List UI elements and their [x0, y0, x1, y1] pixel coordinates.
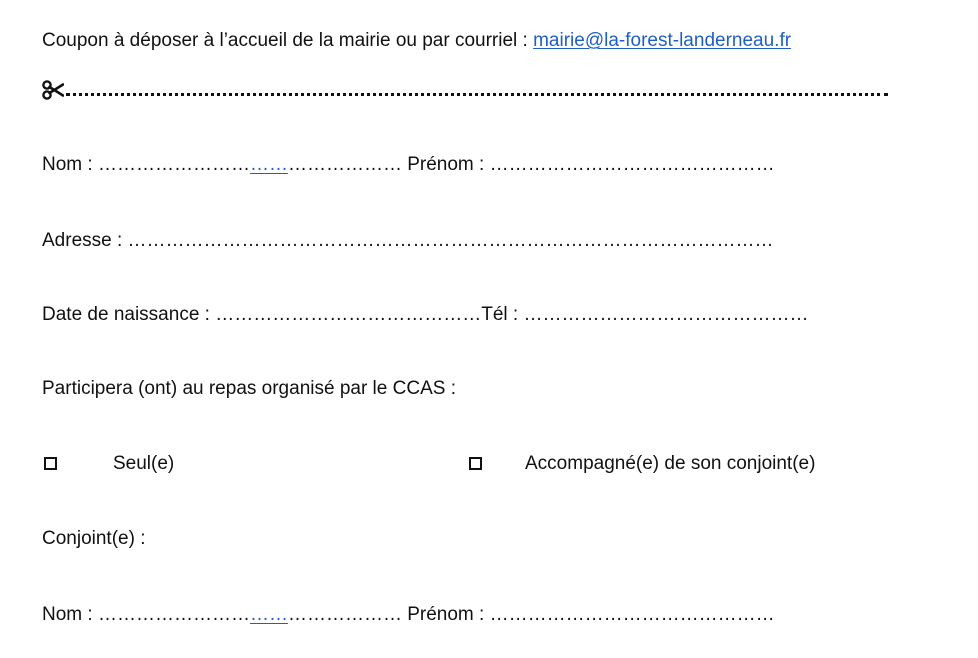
tel-dots[interactable]: ……………………………………… [523, 304, 809, 325]
cut-line [42, 78, 888, 102]
conjoint-heading: Conjoint(e) : [42, 528, 146, 549]
option-seul-label: Seul(e) [113, 453, 175, 474]
nom-dots-end[interactable]: ……………… [287, 154, 408, 175]
nom-link-dots[interactable]: …… [249, 154, 288, 175]
conjoint-nom-dots[interactable]: …………………… [97, 604, 250, 625]
conjoint-nom-prenom-line [42, 603, 775, 627]
nom-label: Nom : [42, 154, 98, 175]
coupon-intro-text: Coupon à déposer à l’accueil de la mairie ou par courriel : [42, 30, 534, 51]
nom-prenom-line [42, 153, 775, 177]
prenom-dots[interactable]: ……………………………………… [489, 154, 775, 175]
prenom-label: Prénom : [407, 154, 490, 175]
adresse-line [42, 229, 774, 253]
conjoint-nom-link-dots[interactable]: …… [249, 604, 288, 625]
nom-dots[interactable]: …………………… [97, 154, 250, 175]
repas-question: Participera (ont) au repas organisé par le CCAS : [42, 378, 456, 399]
adresse-label: Adresse : [42, 230, 128, 251]
conjoint-prenom-dots[interactable]: ……………………………………… [489, 604, 775, 625]
conjoint-nom-label: Nom : [42, 604, 98, 625]
checkbox-icon-seul[interactable] [44, 457, 57, 470]
checkbox-icon-accompagne[interactable] [469, 457, 482, 470]
option-accompagne-label: Accompagné(e) de son conjoint(e) [525, 453, 816, 474]
conjoint-prenom-label: Prénom : [407, 604, 490, 625]
dotted-separator [66, 93, 888, 96]
scissors-icon [42, 80, 64, 100]
tel-label: Tél : [481, 304, 524, 325]
naissance-tel-line [42, 303, 808, 327]
naissance-dots[interactable]: …………………………………… [215, 304, 482, 325]
conjoint-nom-dots-end[interactable]: ……………… [287, 604, 408, 625]
coupon-intro-line [42, 29, 791, 53]
adresse-dots[interactable]: ………………………………………………………………………………………… [127, 230, 774, 251]
naissance-label: Date de naissance : [42, 304, 216, 325]
email-link[interactable]: mairie@la-forest-landerneau.fr [533, 30, 792, 51]
